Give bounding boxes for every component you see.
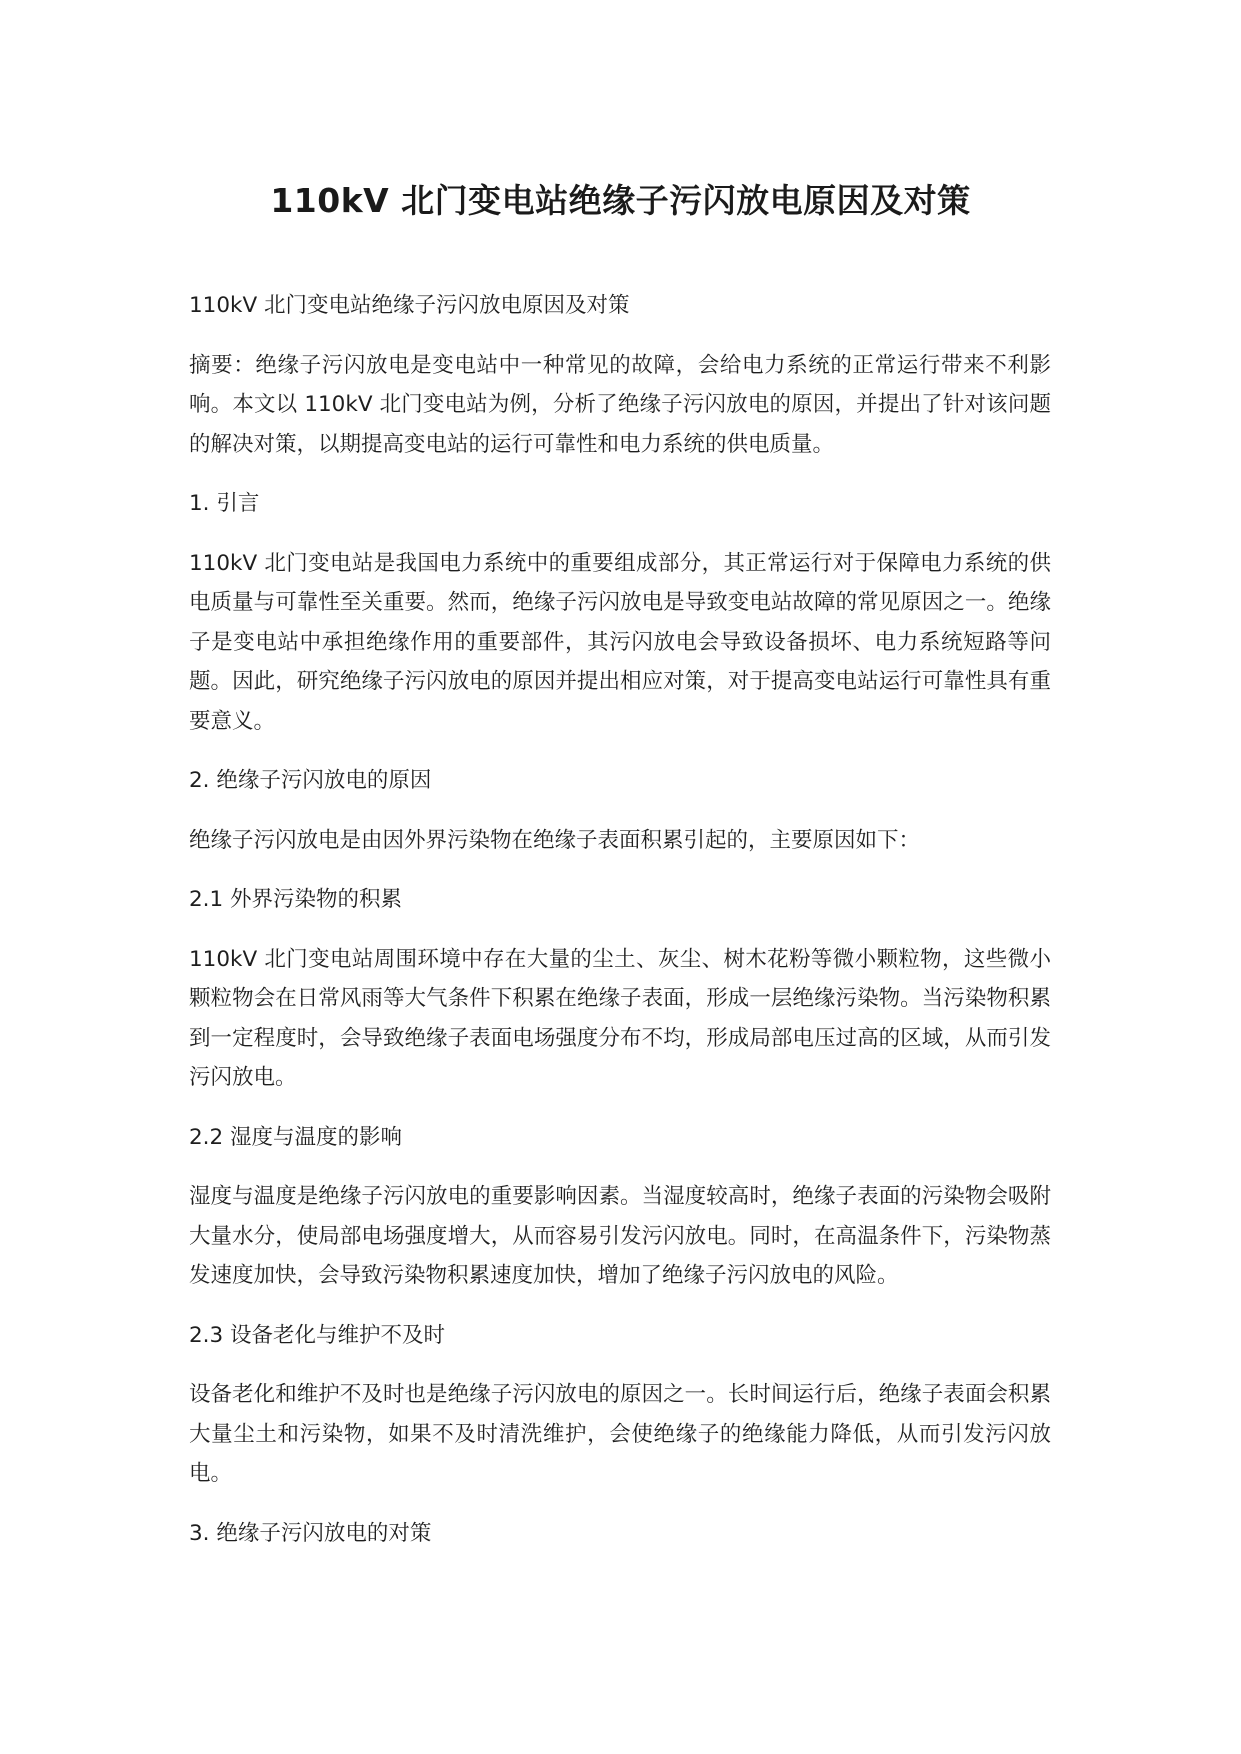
section-2-3-body: 设备老化和维护不及时也是绝缘子污闪放电的原因之一。长时间运行后，绝缘子表面会积累大量尘土和污染物，如果不及时清洗维护，会使绝缘子的绝缘能力降低，从而引发污闪放电。 xyxy=(189,1382,1051,1486)
subtitle-line: 110kV 北门变电站绝缘子污闪放电原因及对策 xyxy=(189,293,630,318)
document-body xyxy=(189,286,1051,1553)
abstract-paragraph: 摘要：绝缘子污闪放电是变电站中一种常见的故障，会给电力系统的正常运行带来不利影响。本文以 110kV 北门变电站为例，分析了绝缘子污闪放电的原因，并提出了针对该问题的解决对策，以期提高变电站的运行可靠性和电力系统的供电质量。 xyxy=(189,352,1051,457)
section-1-heading: 1. 引言 xyxy=(189,491,260,516)
section-1-body: 110kV 北门变电站是我国电力系统中的重要组成部分，其正常运行对于保障电力系统的供电质量与可靠性至关重要。然而，绝缘子污闪放电是导致变电站故障的常见原因之一。绝缘子是变电站中承担绝缘作用的重要部件，其污闪放电会导致设备损坏、电力系统短路等问题。因此，研究绝缘子污闪放电的原因并提出相应对策，对于提高变电站运行可靠性具有重要意义。 xyxy=(189,550,1051,734)
document-title: 110kV 北门变电站绝缘子污闪放电原因及对策 xyxy=(270,181,971,220)
section-2-1-body: 110kV 北门变电站周围环境中存在大量的尘土、灰尘、树木花粉等微小颗粒物，这些微小颗粒物会在日常风雨等大气条件下积累在绝缘子表面，形成一层绝缘污染物。当污染物积累到一定程度时，会导致绝缘子表面电场强度分布不均，形成局部电压过高的区域，从而引发污闪放电。 xyxy=(189,946,1051,1090)
section-2-intro: 绝缘子污闪放电是由因外界污染物在绝缘子表面积累引起的，主要原因如下： xyxy=(189,827,921,853)
section-2-heading: 2. 绝缘子污闪放电的原因 xyxy=(189,768,432,793)
section-2-1-heading: 2.1 外界污染物的积累 xyxy=(189,887,403,912)
section-2-2-body: 湿度与温度是绝缘子污闪放电的重要影响因素。当湿度较高时，绝缘子表面的污染物会吸附大量水分，使局部电场强度增大，从而容易引发污闪放电。同时，在高温条件下，污染物蒸发速度加快，会导致污染物积累速度加快，增加了绝缘子污闪放电的风险。 xyxy=(189,1184,1051,1288)
section-2-3-heading: 2.3 设备老化与维护不及时 xyxy=(189,1322,446,1348)
section-2-2-heading: 2.2 湿度与温度的影响 xyxy=(189,1124,403,1150)
section-3-heading: 3. 绝缘子污闪放电的对策 xyxy=(189,1520,432,1546)
